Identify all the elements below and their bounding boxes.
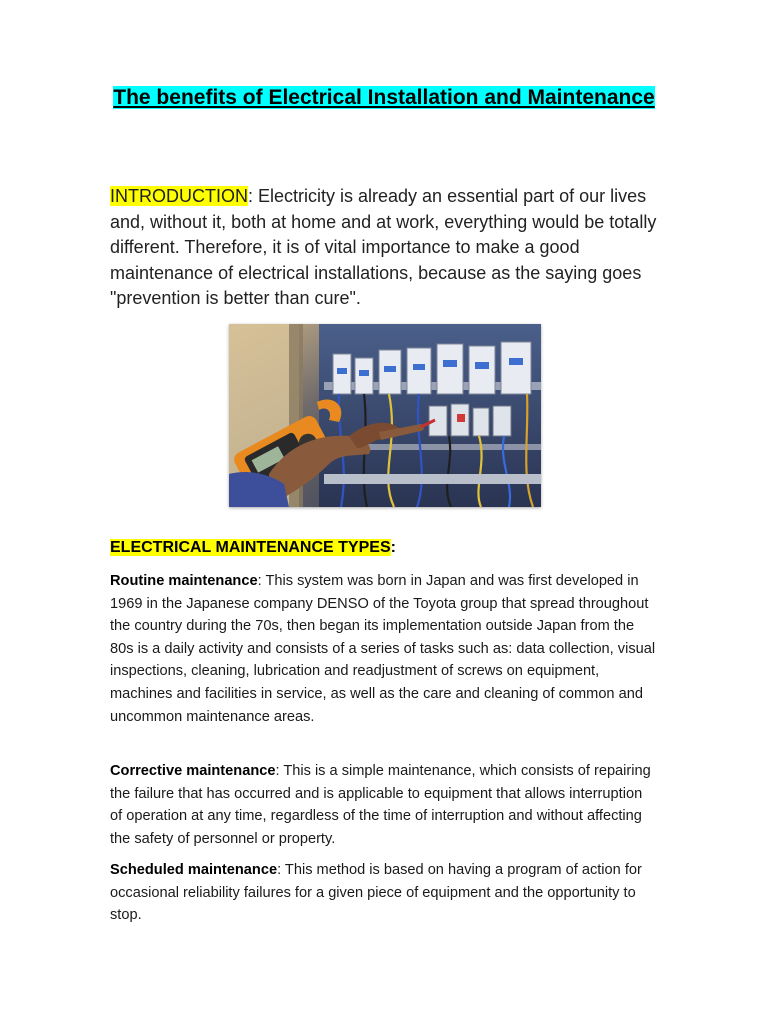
scheduled-maintenance-paragraph — [110, 859, 658, 927]
intro-text: : Electricity is already an essential part of our lives and, without it, both at home and at work, everything would be totally different. Therefore, it is of vital importance to make a good maintenance of electrical installations, because as the saying goes "prevention is better than cure". — [110, 186, 657, 308]
routine-maintenance-paragraph — [110, 570, 658, 728]
corrective-maintenance-paragraph — [110, 760, 658, 850]
section-heading — [110, 537, 396, 559]
page-title — [110, 84, 658, 112]
section-heading-colon: : — [390, 539, 396, 556]
scheduled-maintenance-text: : This method is based on having a program of action for occasional reliability failures for a given piece of equipment and the opportunity to stop. — [110, 862, 642, 924]
routine-maintenance-label: Routine maintenance — [110, 573, 258, 589]
section-heading-text: ELECTRICAL MAINTENANCE TYPES — [110, 539, 391, 556]
intro-label: INTRODUCTION — [110, 186, 248, 206]
scheduled-maintenance-label: Scheduled maintenance — [110, 862, 278, 878]
intro-paragraph — [110, 184, 665, 312]
electrician-panel-photo — [229, 324, 541, 507]
routine-maintenance-text: : This system was born in Japan and was first developed in 1969 in the Japanese company DENSO of the Toyota group that spread throughout the country during the 70s, then began its implementation outside Japan from the 80s is a daily activity and consists of a series of tasks such as: data collection, visual inspections, cleaning, lubrication and readjustment of screws on equipment, machines and facilities in service, as well as the care and cleaning of common and uncommon maintenance areas. — [110, 573, 656, 725]
corrective-maintenance-text: : This is a simple maintenance, which consists of repairing the failure that has occurred and is applicable to equipment that allows interruption of operation at any time, regardless of the time of interruption and without affecting the safety of personnel or property. — [110, 763, 651, 847]
page-title-text: The benefits of Electrical Installation and Maintenance — [113, 86, 655, 109]
corrective-maintenance-label: Corrective maintenance — [110, 763, 276, 779]
